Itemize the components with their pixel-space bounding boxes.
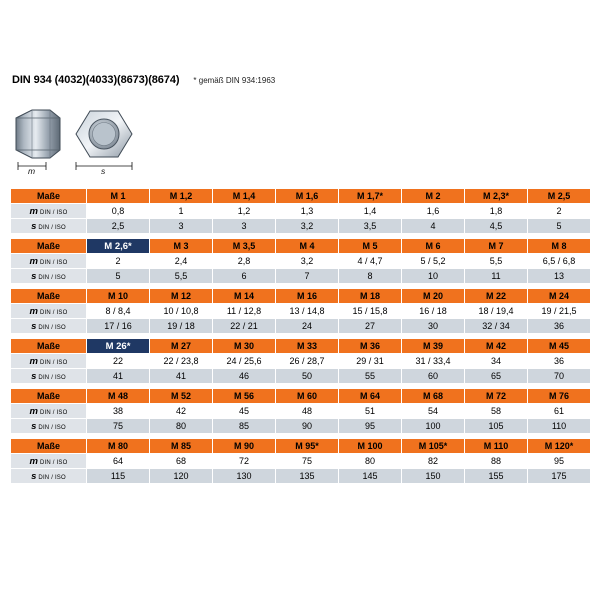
cell-s-value: 4 bbox=[402, 219, 465, 234]
table-header-row bbox=[11, 389, 591, 404]
column-header-size: M 18 bbox=[339, 289, 402, 304]
row-label-m: m DIN / ISO bbox=[11, 254, 87, 269]
row-label-m: m DIN / ISO bbox=[11, 454, 87, 469]
cell-s-value: 105 bbox=[465, 419, 528, 434]
row-label-s: s DIN / ISO bbox=[11, 419, 87, 434]
cell-m-value: 34 bbox=[465, 354, 528, 369]
cell-m-value: 8 / 8,4 bbox=[87, 304, 150, 319]
cell-m-value: 22 bbox=[87, 354, 150, 369]
column-header-size: M 76 bbox=[528, 389, 591, 404]
column-header-size: M 85 bbox=[150, 439, 213, 454]
column-header-size: M 2,6* bbox=[87, 239, 150, 254]
column-header-size: M 30 bbox=[213, 339, 276, 354]
cell-m-value: 19 / 21,5 bbox=[528, 304, 591, 319]
table-row bbox=[11, 369, 591, 384]
cell-s-value: 5 bbox=[528, 219, 591, 234]
cell-s-value: 155 bbox=[465, 469, 528, 484]
nut-drawings bbox=[10, 96, 170, 184]
cell-m-value: 80 bbox=[339, 454, 402, 469]
column-header-size: M 27 bbox=[150, 339, 213, 354]
cell-s-value: 10 bbox=[402, 269, 465, 284]
cell-s-value: 13 bbox=[528, 269, 591, 284]
row-label-m: m DIN / ISO bbox=[11, 304, 87, 319]
cell-s-value: 24 bbox=[276, 319, 339, 334]
cell-s-value: 110 bbox=[528, 419, 591, 434]
column-header-size: M 24 bbox=[528, 289, 591, 304]
column-header-size: M 3,5 bbox=[213, 239, 276, 254]
cell-s-value: 30 bbox=[402, 319, 465, 334]
column-header-size: M 4 bbox=[276, 239, 339, 254]
cell-m-value: 42 bbox=[150, 404, 213, 419]
cell-m-value: 26 / 28,7 bbox=[276, 354, 339, 369]
column-header-size: M 110 bbox=[465, 439, 528, 454]
column-header-masse: Maße bbox=[11, 339, 87, 354]
row-label-s: s DIN / ISO bbox=[11, 219, 87, 234]
cell-s-value: 50 bbox=[276, 369, 339, 384]
column-header-size: M 42 bbox=[465, 339, 528, 354]
dimension-label-s: s bbox=[101, 166, 106, 176]
table-row bbox=[11, 219, 591, 234]
page-title: DIN 934 (4032)(4033)(8673)(8674) bbox=[12, 74, 180, 86]
column-header-size: M 1 bbox=[87, 189, 150, 204]
cell-s-value: 65 bbox=[465, 369, 528, 384]
cell-s-value: 3 bbox=[150, 219, 213, 234]
nut-top-view bbox=[76, 111, 132, 170]
cell-m-value: 48 bbox=[276, 404, 339, 419]
row-label-s: s DIN / ISO bbox=[11, 369, 87, 384]
column-header-size: M 90 bbox=[213, 439, 276, 454]
column-header-masse: Maße bbox=[11, 189, 87, 204]
table-header-row bbox=[11, 289, 591, 304]
cell-s-value: 19 / 18 bbox=[150, 319, 213, 334]
cell-s-value: 46 bbox=[213, 369, 276, 384]
cell-m-value: 5,5 bbox=[465, 254, 528, 269]
cell-s-value: 85 bbox=[213, 419, 276, 434]
cell-s-value: 11 bbox=[465, 269, 528, 284]
cell-s-value: 130 bbox=[213, 469, 276, 484]
column-header-size: M 8 bbox=[528, 239, 591, 254]
cell-s-value: 4,5 bbox=[465, 219, 528, 234]
cell-s-value: 36 bbox=[528, 319, 591, 334]
cell-s-value: 5 bbox=[87, 269, 150, 284]
dimension-tables bbox=[10, 188, 590, 488]
column-header-size: M 120* bbox=[528, 439, 591, 454]
cell-m-value: 68 bbox=[150, 454, 213, 469]
column-header-size: M 105* bbox=[402, 439, 465, 454]
table-row bbox=[11, 469, 591, 484]
cell-m-value: 61 bbox=[528, 404, 591, 419]
column-header-size: M 52 bbox=[150, 389, 213, 404]
cell-s-value: 70 bbox=[528, 369, 591, 384]
column-header-size: M 68 bbox=[402, 389, 465, 404]
cell-m-value: 72 bbox=[213, 454, 276, 469]
standard-note: * gemäß DIN 934:1963 bbox=[193, 76, 276, 85]
table-row bbox=[11, 454, 591, 469]
column-header-size: M 20 bbox=[402, 289, 465, 304]
column-header-size: M 1,4 bbox=[213, 189, 276, 204]
cell-s-value: 60 bbox=[402, 369, 465, 384]
table-row bbox=[11, 319, 591, 334]
cell-m-value: 36 bbox=[528, 354, 591, 369]
row-label-m: m DIN / ISO bbox=[11, 354, 87, 369]
cell-m-value: 10 / 10,8 bbox=[150, 304, 213, 319]
cell-s-value: 135 bbox=[276, 469, 339, 484]
dimension-label-m: m bbox=[28, 166, 36, 176]
column-header-size: M 64 bbox=[339, 389, 402, 404]
cell-m-value: 15 / 15,8 bbox=[339, 304, 402, 319]
cell-m-value: 13 / 14,8 bbox=[276, 304, 339, 319]
cell-s-value: 41 bbox=[87, 369, 150, 384]
cell-m-value: 2 bbox=[528, 204, 591, 219]
cell-m-value: 82 bbox=[402, 454, 465, 469]
column-header-size: M 1,6 bbox=[276, 189, 339, 204]
column-header-size: M 60 bbox=[276, 389, 339, 404]
cell-m-value: 6,5 / 6,8 bbox=[528, 254, 591, 269]
cell-m-value: 1,8 bbox=[465, 204, 528, 219]
column-header-size: M 48 bbox=[87, 389, 150, 404]
cell-m-value: 4 / 4,7 bbox=[339, 254, 402, 269]
cell-m-value: 1,3 bbox=[276, 204, 339, 219]
column-header-size: M 56 bbox=[213, 389, 276, 404]
cell-m-value: 45 bbox=[213, 404, 276, 419]
cell-s-value: 120 bbox=[150, 469, 213, 484]
cell-m-value: 51 bbox=[339, 404, 402, 419]
column-header-masse: Maße bbox=[11, 389, 87, 404]
table-row bbox=[11, 354, 591, 369]
cell-m-value: 16 / 18 bbox=[402, 304, 465, 319]
row-label-s: s DIN / ISO bbox=[11, 469, 87, 484]
cell-m-value: 1,4 bbox=[339, 204, 402, 219]
cell-m-value: 5 / 5,2 bbox=[402, 254, 465, 269]
row-label-s: s DIN / ISO bbox=[11, 319, 87, 334]
cell-m-value: 11 / 12,8 bbox=[213, 304, 276, 319]
cell-s-value: 3 bbox=[213, 219, 276, 234]
column-header-size: M 33 bbox=[276, 339, 339, 354]
row-label-m: m DIN / ISO bbox=[11, 404, 87, 419]
cell-m-value: 24 / 25,6 bbox=[213, 354, 276, 369]
header bbox=[12, 74, 275, 86]
column-header-size: M 5 bbox=[339, 239, 402, 254]
table-header-row bbox=[11, 189, 591, 204]
cell-m-value: 38 bbox=[87, 404, 150, 419]
column-header-size: M 95* bbox=[276, 439, 339, 454]
dimension-table bbox=[10, 288, 591, 334]
column-header-size: M 12 bbox=[150, 289, 213, 304]
cell-s-value: 6 bbox=[213, 269, 276, 284]
column-header-size: M 6 bbox=[402, 239, 465, 254]
cell-s-value: 90 bbox=[276, 419, 339, 434]
cell-s-value: 8 bbox=[339, 269, 402, 284]
cell-s-value: 95 bbox=[339, 419, 402, 434]
table-row bbox=[11, 304, 591, 319]
cell-m-value: 1 bbox=[150, 204, 213, 219]
column-header-size: M 22 bbox=[465, 289, 528, 304]
column-header-masse: Maße bbox=[11, 239, 87, 254]
dimension-table bbox=[10, 238, 591, 284]
cell-s-value: 5,5 bbox=[150, 269, 213, 284]
dimension-table bbox=[10, 438, 591, 484]
table-header-row bbox=[11, 339, 591, 354]
cell-m-value: 1,2 bbox=[213, 204, 276, 219]
dimension-table bbox=[10, 338, 591, 384]
column-header-size: M 14 bbox=[213, 289, 276, 304]
column-header-size: M 10 bbox=[87, 289, 150, 304]
row-label-s: s DIN / ISO bbox=[11, 269, 87, 284]
cell-s-value: 80 bbox=[150, 419, 213, 434]
cell-m-value: 75 bbox=[276, 454, 339, 469]
column-header-size: M 39 bbox=[402, 339, 465, 354]
nut-side-view bbox=[16, 110, 60, 170]
table-row bbox=[11, 269, 591, 284]
cell-s-value: 100 bbox=[402, 419, 465, 434]
cell-s-value: 7 bbox=[276, 269, 339, 284]
cell-s-value: 115 bbox=[87, 469, 150, 484]
column-header-size: M 36 bbox=[339, 339, 402, 354]
cell-m-value: 2 bbox=[87, 254, 150, 269]
cell-s-value: 17 / 16 bbox=[87, 319, 150, 334]
column-header-size: M 45 bbox=[528, 339, 591, 354]
cell-s-value: 27 bbox=[339, 319, 402, 334]
table-header-row bbox=[11, 439, 591, 454]
column-header-size: M 2,5 bbox=[528, 189, 591, 204]
cell-m-value: 31 / 33,4 bbox=[402, 354, 465, 369]
cell-m-value: 58 bbox=[465, 404, 528, 419]
column-header-size: M 26* bbox=[87, 339, 150, 354]
cell-s-value: 175 bbox=[528, 469, 591, 484]
cell-s-value: 55 bbox=[339, 369, 402, 384]
column-header-size: M 2 bbox=[402, 189, 465, 204]
cell-m-value: 1,6 bbox=[402, 204, 465, 219]
column-header-size: M 72 bbox=[465, 389, 528, 404]
cell-m-value: 29 / 31 bbox=[339, 354, 402, 369]
column-header-size: M 16 bbox=[276, 289, 339, 304]
cell-m-value: 3,2 bbox=[276, 254, 339, 269]
cell-s-value: 41 bbox=[150, 369, 213, 384]
cell-m-value: 0,8 bbox=[87, 204, 150, 219]
cell-s-value: 32 / 34 bbox=[465, 319, 528, 334]
cell-s-value: 75 bbox=[87, 419, 150, 434]
cell-m-value: 2,8 bbox=[213, 254, 276, 269]
cell-m-value: 22 / 23,8 bbox=[150, 354, 213, 369]
cell-m-value: 95 bbox=[528, 454, 591, 469]
table-row bbox=[11, 404, 591, 419]
column-header-size: M 2,3* bbox=[465, 189, 528, 204]
column-header-size: M 1,7* bbox=[339, 189, 402, 204]
table-header-row bbox=[11, 239, 591, 254]
column-header-size: M 7 bbox=[465, 239, 528, 254]
table-row bbox=[11, 204, 591, 219]
column-header-size: M 1,2 bbox=[150, 189, 213, 204]
column-header-masse: Maße bbox=[11, 289, 87, 304]
dimension-table bbox=[10, 188, 591, 234]
row-label-m: m DIN / ISO bbox=[11, 204, 87, 219]
cell-s-value: 22 / 21 bbox=[213, 319, 276, 334]
column-header-size: M 80 bbox=[87, 439, 150, 454]
cell-s-value: 145 bbox=[339, 469, 402, 484]
column-header-size: M 3 bbox=[150, 239, 213, 254]
cell-s-value: 3,2 bbox=[276, 219, 339, 234]
cell-m-value: 64 bbox=[87, 454, 150, 469]
cell-s-value: 150 bbox=[402, 469, 465, 484]
table-row bbox=[11, 419, 591, 434]
column-header-size: M 100 bbox=[339, 439, 402, 454]
cell-m-value: 88 bbox=[465, 454, 528, 469]
cell-s-value: 3,5 bbox=[339, 219, 402, 234]
column-header-masse: Maße bbox=[11, 439, 87, 454]
cell-s-value: 2,5 bbox=[87, 219, 150, 234]
cell-m-value: 54 bbox=[402, 404, 465, 419]
cell-m-value: 2,4 bbox=[150, 254, 213, 269]
table-row bbox=[11, 254, 591, 269]
cell-m-value: 18 / 19,4 bbox=[465, 304, 528, 319]
dimension-table bbox=[10, 388, 591, 434]
